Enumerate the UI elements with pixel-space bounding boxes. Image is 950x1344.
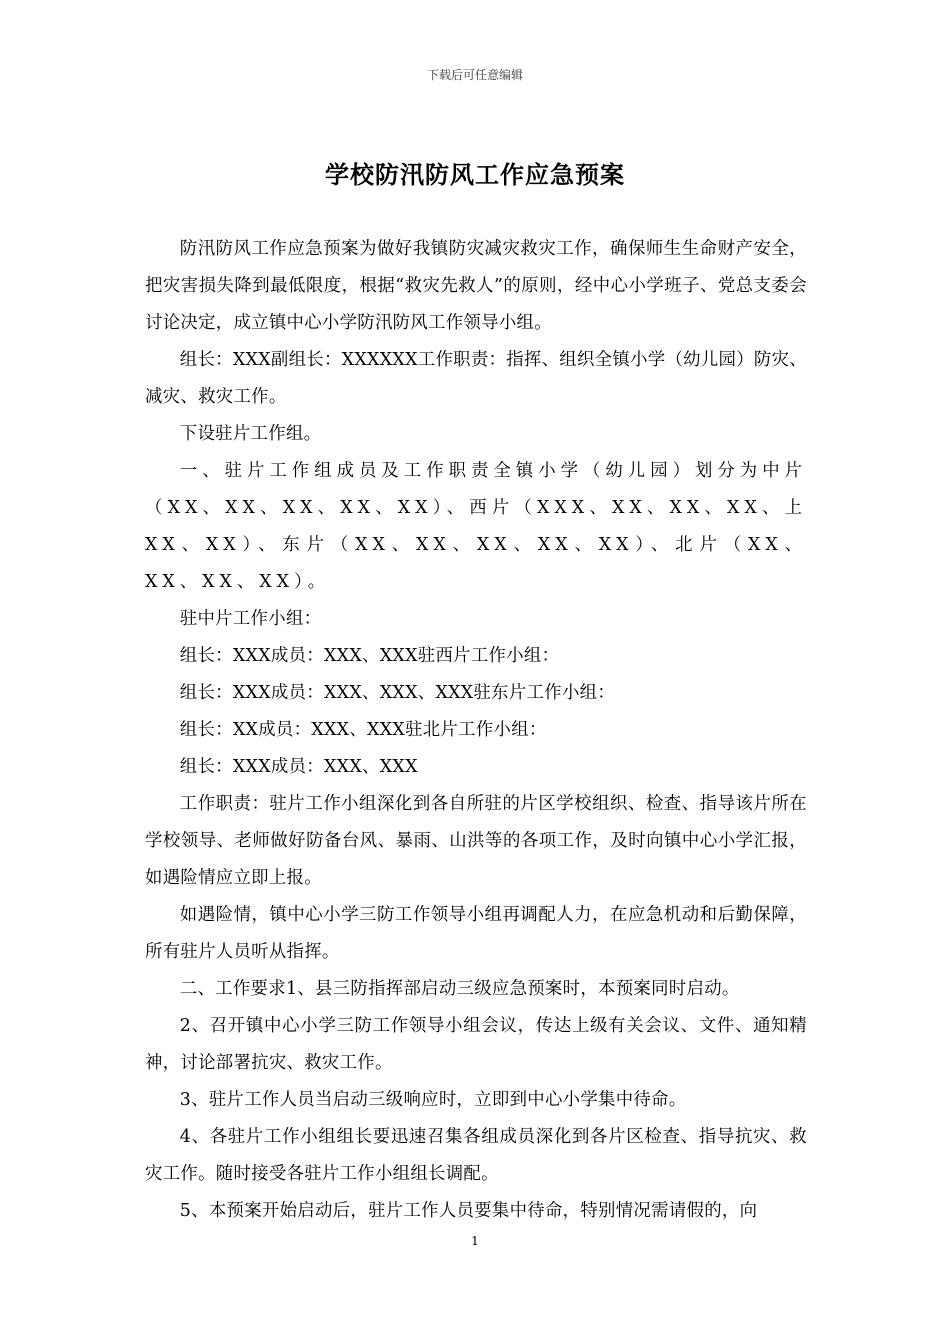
document-title: 学校防汛防风工作应急预案	[325, 161, 625, 189]
document-body	[145, 231, 807, 1230]
paragraph-requirement-2: 2、召开镇中心小学三防工作领导小组会议，传达上级有关会议、文件、通知精神，讨论部署抗灾、救灾工作。	[145, 1016, 807, 1073]
paragraph-emergency: 如遇险情，镇中心小学三防工作领导小组再调配人力，在应急机动和后勤保障，所有驻片人员听从指挥。	[145, 905, 807, 962]
paragraph-west-members: 组长：XXX成员：XXX、XXX、XXX驻东片工作小组：	[179, 683, 616, 703]
paragraph-central-members: 组长：XXX成员：XXX、XXX驻西片工作小组：	[179, 646, 560, 666]
paragraph-central-group: 驻中片工作小组：	[179, 609, 322, 629]
paragraph-requirement-5: 5、本预案开始启动后，驻片工作人员要集中待命，特别情况需请假的，向	[179, 1201, 758, 1221]
paragraph-duties: 工作职责：驻片工作小组深化到各自所驻的片区学校组织、检查、指导该片所在学校领导、老师做好防备台风、暴雨、山洪等的各项工作，及时向镇中心小学汇报，如遇险情应立即上报。	[145, 794, 807, 888]
paragraph-section-one: 一、驻片工作组成员及工作职责全镇小学（幼儿园）划分为中片（XX、XX、XX、XX、XX）、西片（XXX、XX、XX、XX、上XX、XX）、东片（XX、XX、XX、XX、XX）、北片（XX、XX、XX、XX）。	[145, 461, 807, 592]
paragraph-north-members: 组长：XXX成员：XXX、XXX	[179, 757, 418, 777]
page-header-note: 下载后可任意编辑	[426, 68, 523, 82]
paragraph-east-members: 组长：XX成员：XXX、XXX驻北片工作小组：	[179, 720, 547, 740]
paragraph-intro: 防汛防风工作应急预案为做好我镇防灾减灾救灾工作，确保师生生命财产安全，把灾害损失降到最低限度，根据“救灾先救人”的原则，经中心小学班子、党总支委会讨论决定，成立镇中心小学防汛防风工作领导小组。	[145, 239, 807, 333]
paragraph-subgroups: 下设驻片工作组。	[179, 424, 322, 444]
paragraph-requirement-4: 4、各驻片工作小组组长要迅速召集各组成员深化到各片区检查、指导抗灾、救灾工作。随时接受各驻片工作小组组长调配。	[145, 1127, 807, 1184]
page-number: 1	[471, 1234, 479, 1248]
paragraph-requirement-3: 3、驻片工作人员当启动三级响应时，立即到中心小学集中待命。	[179, 1090, 687, 1110]
paragraph-requirements: 二、工作要求1、县三防指挥部启动三级应急预案时，本预案同时启动。	[179, 979, 740, 999]
paragraph-leader: 组长：XXX副组长：XXXXXX工作职责：指挥、组织全镇小学（幼儿园）防灾、减灾、救灾工作。	[145, 350, 807, 407]
